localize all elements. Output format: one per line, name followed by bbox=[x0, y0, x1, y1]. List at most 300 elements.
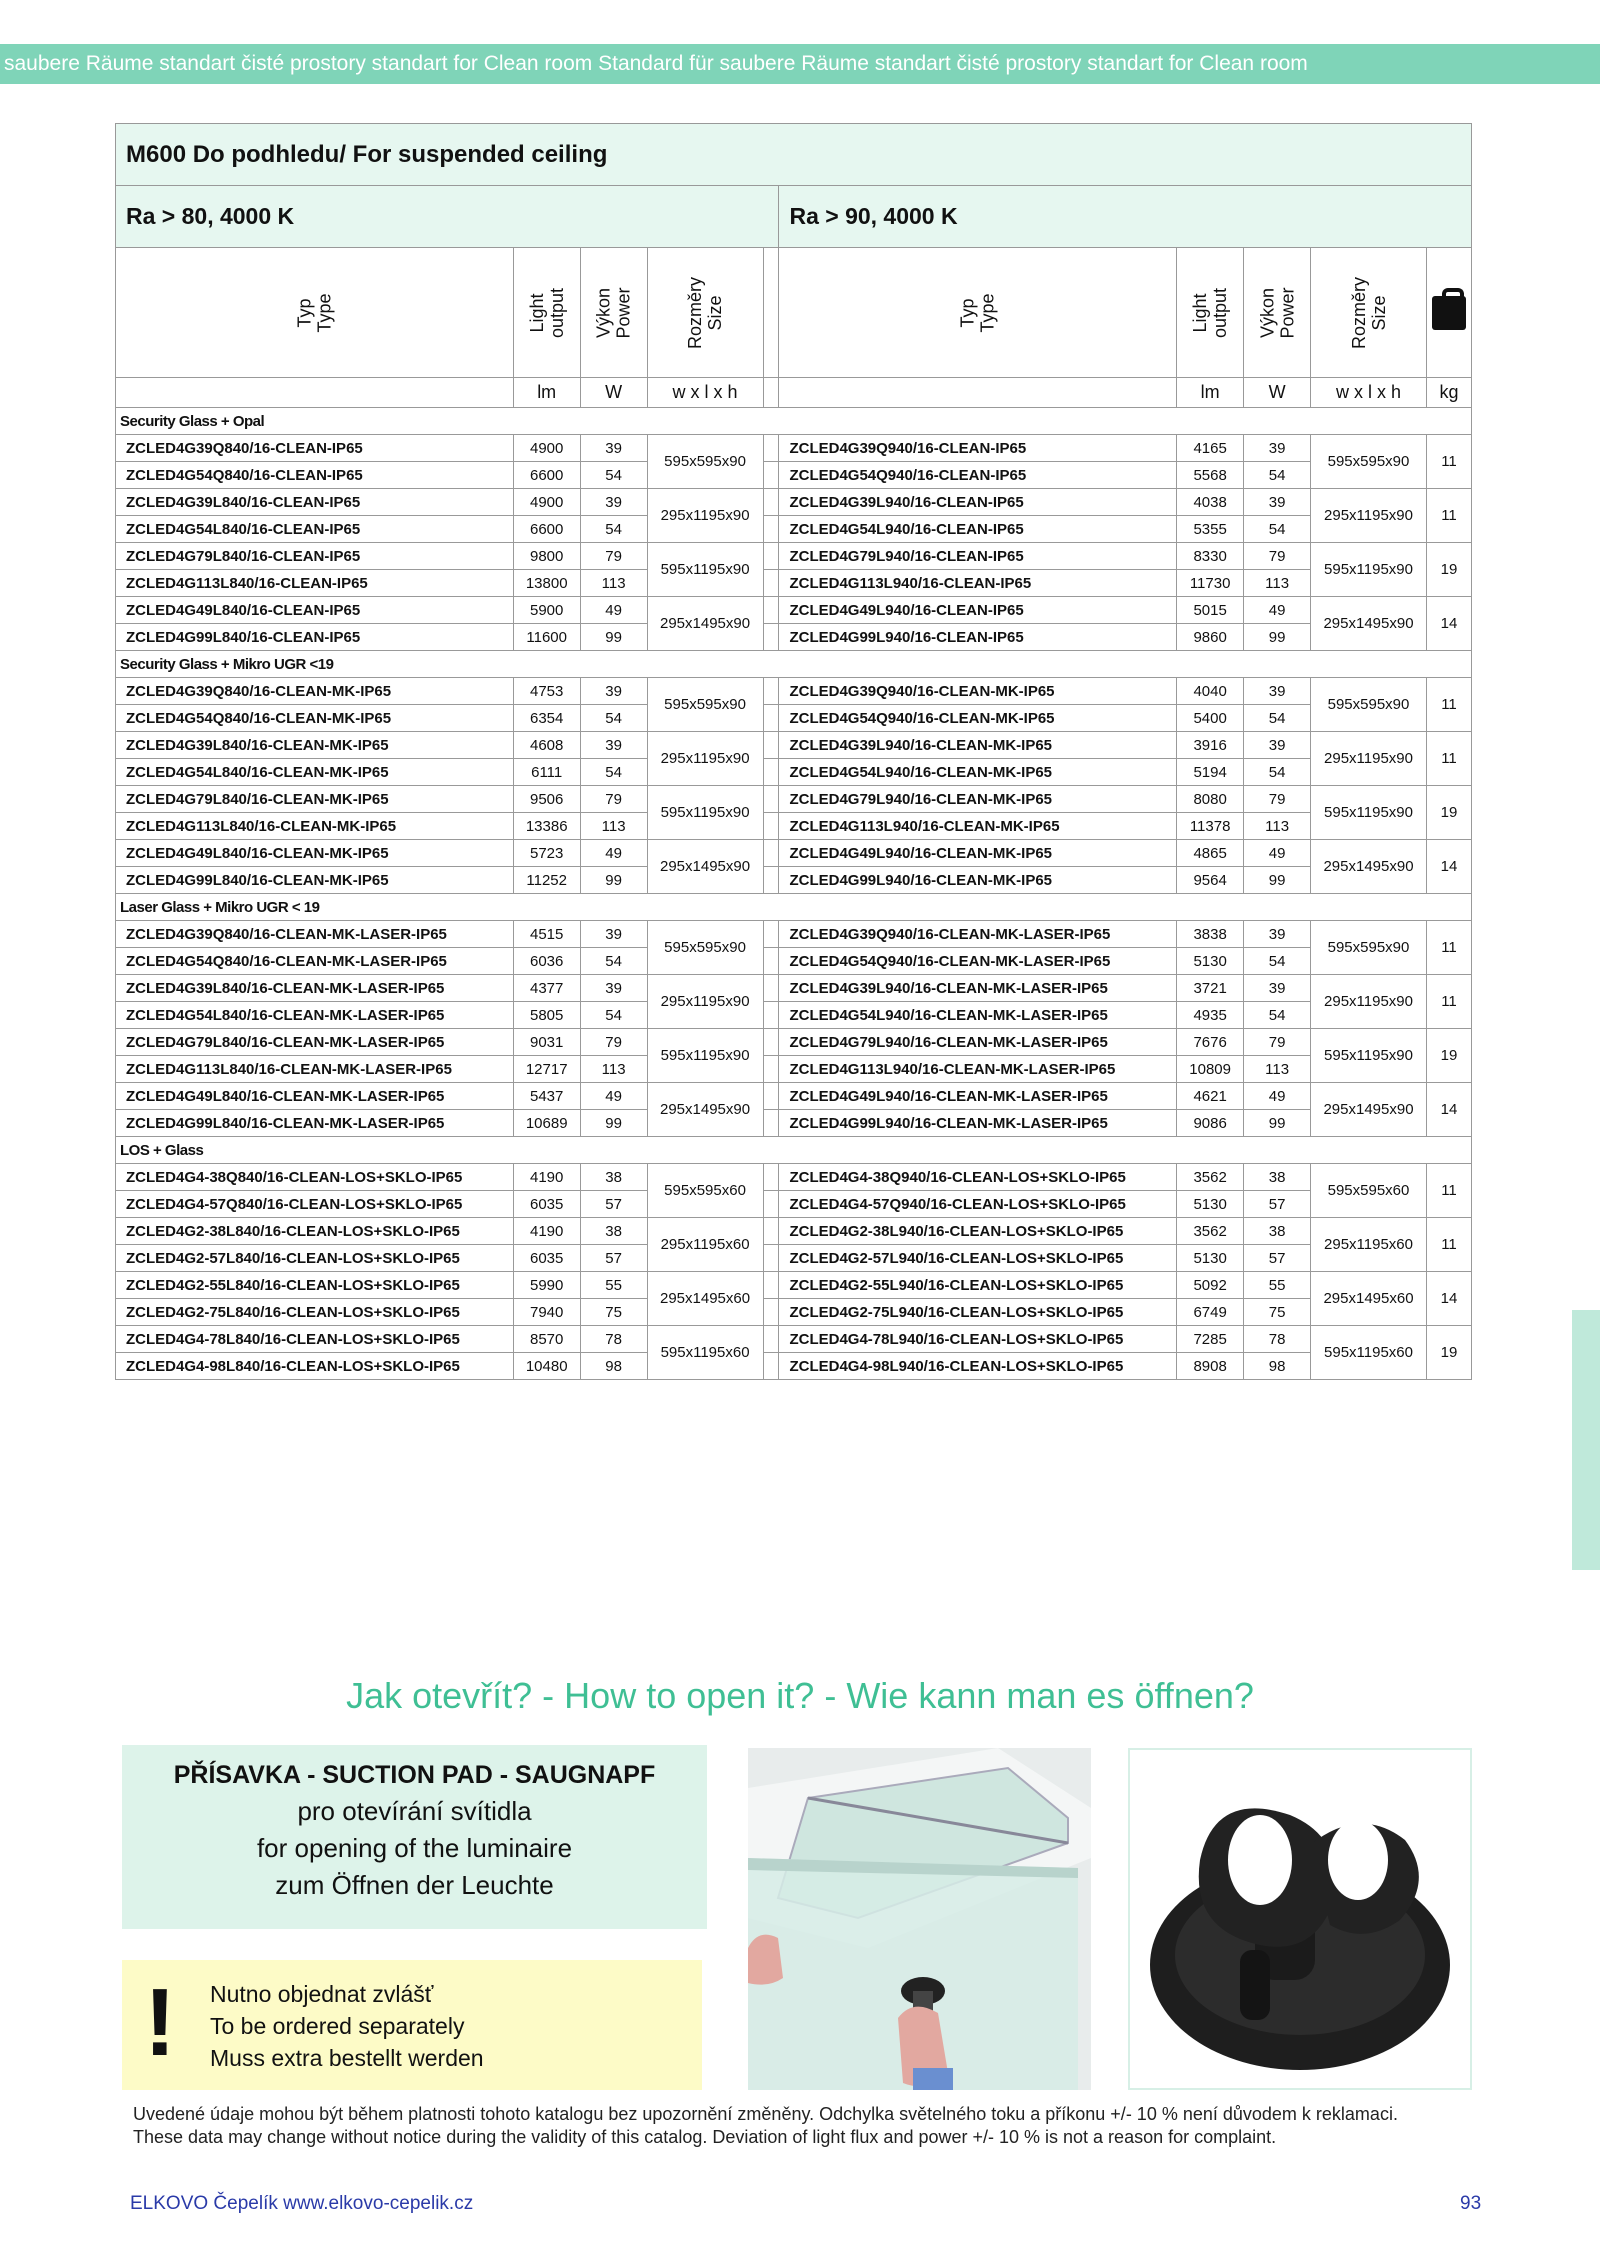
table-row bbox=[116, 786, 1472, 813]
lumen-right: 5400 bbox=[1177, 705, 1244, 732]
lumen-right: 4040 bbox=[1177, 678, 1244, 705]
unit-w-right: W bbox=[1244, 378, 1311, 408]
model-left: ZCLED4G113L840/16-CLEAN-IP65 bbox=[116, 570, 514, 597]
gap-cell bbox=[763, 732, 779, 759]
gap-cell bbox=[763, 1191, 779, 1218]
size-right: 295x1495x90 bbox=[1311, 1083, 1427, 1137]
model-right: ZCLED4G54L940/16-CLEAN-MK-LASER-IP65 bbox=[779, 1002, 1177, 1029]
size-right: 595x595x60 bbox=[1311, 1164, 1427, 1218]
lumen-right: 5092 bbox=[1177, 1272, 1244, 1299]
watt-right: 39 bbox=[1244, 678, 1311, 705]
watt-left: 79 bbox=[580, 1029, 647, 1056]
size-right: 295x1195x90 bbox=[1311, 732, 1427, 786]
spec-table bbox=[115, 123, 1472, 1380]
gap-cell bbox=[763, 1245, 779, 1272]
lumen-left: 6035 bbox=[513, 1245, 580, 1272]
model-right: ZCLED4G4-78L940/16-CLEAN-LOS+SKLO-IP65 bbox=[779, 1326, 1177, 1353]
model-right: ZCLED4G39L940/16-CLEAN-MK-LASER-IP65 bbox=[779, 975, 1177, 1002]
footer-company[interactable]: ELKOVO Čepelík www.elkovo-cepelik.cz bbox=[130, 2193, 474, 2214]
model-left: ZCLED4G113L840/16-CLEAN-MK-LASER-IP65 bbox=[116, 1056, 514, 1083]
suction-pad-line: pro otevírání svítidla bbox=[297, 1796, 532, 1826]
size-left: 295x1495x90 bbox=[647, 840, 763, 894]
watt-left: 75 bbox=[580, 1299, 647, 1326]
model-left: ZCLED4G2-57L840/16-CLEAN-LOS+SKLO-IP65 bbox=[116, 1245, 514, 1272]
table-row bbox=[116, 1056, 1472, 1083]
model-right: ZCLED4G79L940/16-CLEAN-MK-IP65 bbox=[779, 786, 1177, 813]
gap-cell bbox=[763, 1326, 779, 1353]
section-title: LOS + Glass bbox=[116, 1137, 1472, 1164]
table-row bbox=[116, 867, 1472, 894]
table-row bbox=[116, 597, 1472, 624]
size-right: 595x595x90 bbox=[1311, 435, 1427, 489]
lumen-left: 4753 bbox=[513, 678, 580, 705]
model-left: ZCLED4G2-75L840/16-CLEAN-LOS+SKLO-IP65 bbox=[116, 1299, 514, 1326]
lumen-right: 5130 bbox=[1177, 948, 1244, 975]
table-row bbox=[116, 1272, 1472, 1299]
table-row bbox=[116, 1245, 1472, 1272]
lumen-left: 9506 bbox=[513, 786, 580, 813]
watt-left: 49 bbox=[580, 840, 647, 867]
watt-right: 75 bbox=[1244, 1299, 1311, 1326]
watt-right: 98 bbox=[1244, 1353, 1311, 1380]
table-row bbox=[116, 705, 1472, 732]
size-left: 595x595x90 bbox=[647, 435, 763, 489]
gap-cell bbox=[763, 786, 779, 813]
model-left: ZCLED4G39L840/16-CLEAN-IP65 bbox=[116, 489, 514, 516]
watt-right: 39 bbox=[1244, 975, 1311, 1002]
watt-right: 54 bbox=[1244, 1002, 1311, 1029]
table-row bbox=[116, 516, 1472, 543]
watt-left: 55 bbox=[580, 1272, 647, 1299]
weight-value: 19 bbox=[1426, 786, 1471, 840]
lumen-left: 5990 bbox=[513, 1272, 580, 1299]
lumen-right: 3838 bbox=[1177, 921, 1244, 948]
model-left: ZCLED4G99L840/16-CLEAN-MK-LASER-IP65 bbox=[116, 1110, 514, 1137]
unit-type-left bbox=[116, 378, 514, 408]
lumen-left: 5900 bbox=[513, 597, 580, 624]
model-left: ZCLED4G39Q840/16-CLEAN-IP65 bbox=[116, 435, 514, 462]
model-right: ZCLED4G4-38Q940/16-CLEAN-LOS+SKLO-IP65 bbox=[779, 1164, 1177, 1191]
model-left: ZCLED4G39Q840/16-CLEAN-MK-LASER-IP65 bbox=[116, 921, 514, 948]
model-right: ZCLED4G2-75L940/16-CLEAN-LOS+SKLO-IP65 bbox=[779, 1299, 1177, 1326]
lumen-right: 9860 bbox=[1177, 624, 1244, 651]
col-type-right: Typ Type bbox=[779, 248, 1177, 378]
gap-cell bbox=[763, 948, 779, 975]
model-right: ZCLED4G54L940/16-CLEAN-MK-IP65 bbox=[779, 759, 1177, 786]
unit-kg: kg bbox=[1426, 378, 1471, 408]
weight-value: 19 bbox=[1426, 543, 1471, 597]
gap-cell bbox=[763, 813, 779, 840]
table-row bbox=[116, 1353, 1472, 1380]
col-size-right: Rozměry Size bbox=[1311, 248, 1427, 378]
col-power-left: Výkon Power bbox=[580, 248, 647, 378]
section-row bbox=[116, 651, 1472, 678]
watt-left: 39 bbox=[580, 921, 647, 948]
gap-cell bbox=[763, 462, 779, 489]
unit-size-left: w x l x h bbox=[647, 378, 763, 408]
watt-left: 79 bbox=[580, 543, 647, 570]
watt-left: 99 bbox=[580, 1110, 647, 1137]
weight-value: 14 bbox=[1426, 597, 1471, 651]
size-right: 595x595x90 bbox=[1311, 921, 1427, 975]
size-right: 595x595x90 bbox=[1311, 678, 1427, 732]
watt-right: 38 bbox=[1244, 1164, 1311, 1191]
table-title: M600 Do podhledu/ For suspended ceiling bbox=[116, 124, 1472, 186]
size-left: 595x1195x90 bbox=[647, 543, 763, 597]
model-right: ZCLED4G54Q940/16-CLEAN-MK-LASER-IP65 bbox=[779, 948, 1177, 975]
model-left: ZCLED4G79L840/16-CLEAN-MK-IP65 bbox=[116, 786, 514, 813]
model-right: ZCLED4G113L940/16-CLEAN-MK-LASER-IP65 bbox=[779, 1056, 1177, 1083]
size-left: 595x595x60 bbox=[647, 1164, 763, 1218]
suction-pad-box bbox=[122, 1745, 707, 1929]
watt-right: 99 bbox=[1244, 1110, 1311, 1137]
lumen-right: 9086 bbox=[1177, 1110, 1244, 1137]
lumen-left: 4900 bbox=[513, 489, 580, 516]
weight-value: 14 bbox=[1426, 840, 1471, 894]
lumen-right: 5130 bbox=[1177, 1245, 1244, 1272]
col-type-left: Typ Type bbox=[116, 248, 514, 378]
watt-left: 99 bbox=[580, 624, 647, 651]
size-left: 595x1195x90 bbox=[647, 1029, 763, 1083]
lumen-left: 4190 bbox=[513, 1164, 580, 1191]
suction-pad-title: PŘÍSAVKA - SUCTION PAD - SAUGNAPF bbox=[173, 1761, 656, 1789]
size-right: 295x1195x90 bbox=[1311, 489, 1427, 543]
model-right: ZCLED4G49L940/16-CLEAN-IP65 bbox=[779, 597, 1177, 624]
watt-left: 38 bbox=[580, 1218, 647, 1245]
watt-right: 113 bbox=[1244, 813, 1311, 840]
model-right: ZCLED4G39Q940/16-CLEAN-MK-IP65 bbox=[779, 678, 1177, 705]
watt-left: 79 bbox=[580, 786, 647, 813]
lumen-left: 8570 bbox=[513, 1326, 580, 1353]
size-right: 595x1195x90 bbox=[1311, 786, 1427, 840]
model-right: ZCLED4G2-57L940/16-CLEAN-LOS+SKLO-IP65 bbox=[779, 1245, 1177, 1272]
model-right: ZCLED4G113L940/16-CLEAN-IP65 bbox=[779, 570, 1177, 597]
size-right: 295x1495x60 bbox=[1311, 1272, 1427, 1326]
watt-right: 54 bbox=[1244, 516, 1311, 543]
lumen-left: 9031 bbox=[513, 1029, 580, 1056]
table-row bbox=[116, 948, 1472, 975]
lumen-right: 3721 bbox=[1177, 975, 1244, 1002]
lumen-right: 11378 bbox=[1177, 813, 1244, 840]
gap-cell bbox=[763, 624, 779, 651]
model-right: ZCLED4G39Q940/16-CLEAN-MK-LASER-IP65 bbox=[779, 921, 1177, 948]
model-right: ZCLED4G79L940/16-CLEAN-IP65 bbox=[779, 543, 1177, 570]
lumen-right: 5568 bbox=[1177, 462, 1244, 489]
lumen-left: 13800 bbox=[513, 570, 580, 597]
watt-right: 39 bbox=[1244, 435, 1311, 462]
lumen-right: 5015 bbox=[1177, 597, 1244, 624]
watt-left: 99 bbox=[580, 867, 647, 894]
gap-cell bbox=[763, 378, 779, 408]
table-row bbox=[116, 1029, 1472, 1056]
model-left: ZCLED4G113L840/16-CLEAN-MK-IP65 bbox=[116, 813, 514, 840]
lumen-left: 5723 bbox=[513, 840, 580, 867]
table-row bbox=[116, 732, 1472, 759]
lumen-right: 4865 bbox=[1177, 840, 1244, 867]
model-right: ZCLED4G2-38L940/16-CLEAN-LOS+SKLO-IP65 bbox=[779, 1218, 1177, 1245]
gap-cell bbox=[763, 1353, 779, 1380]
col-light-left: Light output bbox=[513, 248, 580, 378]
lumen-left: 11600 bbox=[513, 624, 580, 651]
lumen-left: 10689 bbox=[513, 1110, 580, 1137]
table-row bbox=[116, 1164, 1472, 1191]
model-right: ZCLED4G54Q940/16-CLEAN-MK-IP65 bbox=[779, 705, 1177, 732]
lumen-right: 11730 bbox=[1177, 570, 1244, 597]
watt-right: 49 bbox=[1244, 1083, 1311, 1110]
weight-value: 11 bbox=[1426, 489, 1471, 543]
lumen-right: 8080 bbox=[1177, 786, 1244, 813]
lumen-right: 4165 bbox=[1177, 435, 1244, 462]
size-left: 595x1195x60 bbox=[647, 1326, 763, 1380]
watt-left: 113 bbox=[580, 570, 647, 597]
table-row bbox=[116, 462, 1472, 489]
model-right: ZCLED4G49L940/16-CLEAN-MK-IP65 bbox=[779, 840, 1177, 867]
weight-value: 11 bbox=[1426, 435, 1471, 489]
how-to-open-heading: Jak otevřít? - How to open it? - Wie kann man es öffnen? bbox=[346, 1675, 1254, 1716]
weight-value: 11 bbox=[1426, 1218, 1471, 1272]
model-left: ZCLED4G2-55L840/16-CLEAN-LOS+SKLO-IP65 bbox=[116, 1272, 514, 1299]
ceiling-photo bbox=[748, 1748, 1091, 2090]
lumen-left: 6036 bbox=[513, 948, 580, 975]
table-row bbox=[116, 1002, 1472, 1029]
lumen-left: 7940 bbox=[513, 1299, 580, 1326]
watt-right: 57 bbox=[1244, 1191, 1311, 1218]
section-row bbox=[116, 408, 1472, 435]
model-left: ZCLED4G99L840/16-CLEAN-IP65 bbox=[116, 624, 514, 651]
model-right: ZCLED4G2-55L940/16-CLEAN-LOS+SKLO-IP65 bbox=[779, 1272, 1177, 1299]
size-left: 595x595x90 bbox=[647, 921, 763, 975]
watt-left: 39 bbox=[580, 435, 647, 462]
model-left: ZCLED4G54L840/16-CLEAN-MK-LASER-IP65 bbox=[116, 1002, 514, 1029]
col-light-right: Light output bbox=[1177, 248, 1244, 378]
size-left: 295x1495x90 bbox=[647, 597, 763, 651]
suction-pad-line: for opening of the luminaire bbox=[256, 1833, 573, 1863]
model-left: ZCLED4G54Q840/16-CLEAN-MK-IP65 bbox=[116, 705, 514, 732]
lumen-right: 3562 bbox=[1177, 1164, 1244, 1191]
note-line: To be ordered separately bbox=[210, 2013, 465, 2039]
watt-left: 39 bbox=[580, 975, 647, 1002]
watt-right: 38 bbox=[1244, 1218, 1311, 1245]
watt-left: 98 bbox=[580, 1353, 647, 1380]
left-header: Ra > 80, 4000 K bbox=[116, 186, 779, 248]
lumen-left: 13386 bbox=[513, 813, 580, 840]
lumen-right: 8908 bbox=[1177, 1353, 1244, 1380]
gap-cell bbox=[763, 543, 779, 570]
table-row bbox=[116, 975, 1472, 1002]
watt-left: 57 bbox=[580, 1191, 647, 1218]
table-row bbox=[116, 921, 1472, 948]
model-left: ZCLED4G54Q840/16-CLEAN-MK-LASER-IP65 bbox=[116, 948, 514, 975]
gap-cell bbox=[763, 516, 779, 543]
gap-cell bbox=[763, 435, 779, 462]
page-number: 93 bbox=[1460, 2193, 1482, 2214]
lumen-right: 7285 bbox=[1177, 1326, 1244, 1353]
weight-icon bbox=[1432, 296, 1466, 330]
model-left: ZCLED4G99L840/16-CLEAN-MK-IP65 bbox=[116, 867, 514, 894]
size-right: 595x1195x90 bbox=[1311, 543, 1427, 597]
col-weight bbox=[1426, 248, 1471, 378]
watt-left: 54 bbox=[580, 516, 647, 543]
weight-value: 11 bbox=[1426, 678, 1471, 732]
table-row bbox=[116, 435, 1472, 462]
disclaimer-en: These data may change without notice during the validity of this catalog. Deviation of light flux and power +/- 10 % is not a reason for complaint. bbox=[133, 2127, 1277, 2147]
watt-left: 113 bbox=[580, 813, 647, 840]
weight-value: 11 bbox=[1426, 921, 1471, 975]
model-right: ZCLED4G113L940/16-CLEAN-MK-IP65 bbox=[779, 813, 1177, 840]
unit-lm-left: lm bbox=[513, 378, 580, 408]
watt-right: 113 bbox=[1244, 1056, 1311, 1083]
gap-cell bbox=[763, 1110, 779, 1137]
gap-cell bbox=[763, 570, 779, 597]
weight-value: 11 bbox=[1426, 1164, 1471, 1218]
size-left: 295x1195x90 bbox=[647, 489, 763, 543]
model-left: ZCLED4G4-57Q840/16-CLEAN-LOS+SKLO-IP65 bbox=[116, 1191, 514, 1218]
section-row bbox=[116, 1137, 1472, 1164]
model-right: ZCLED4G99L940/16-CLEAN-IP65 bbox=[779, 624, 1177, 651]
watt-right: 99 bbox=[1244, 867, 1311, 894]
watt-left: 113 bbox=[580, 1056, 647, 1083]
gap-cell bbox=[763, 1056, 779, 1083]
lumen-left: 5437 bbox=[513, 1083, 580, 1110]
size-left: 595x595x90 bbox=[647, 678, 763, 732]
lumen-left: 9800 bbox=[513, 543, 580, 570]
lumen-right: 7676 bbox=[1177, 1029, 1244, 1056]
size-right: 295x1195x90 bbox=[1311, 975, 1427, 1029]
section-title: Security Glass + Mikro UGR <19 bbox=[116, 651, 1472, 678]
watt-right: 39 bbox=[1244, 489, 1311, 516]
col-size-left: Rozměry Size bbox=[647, 248, 763, 378]
lumen-right: 8330 bbox=[1177, 543, 1244, 570]
lumen-right: 4621 bbox=[1177, 1083, 1244, 1110]
unit-size-right: w x l x h bbox=[1311, 378, 1427, 408]
lumen-left: 10480 bbox=[513, 1353, 580, 1380]
model-left: ZCLED4G54Q840/16-CLEAN-IP65 bbox=[116, 462, 514, 489]
lumen-right: 3562 bbox=[1177, 1218, 1244, 1245]
lumen-left: 12717 bbox=[513, 1056, 580, 1083]
model-right: ZCLED4G39L940/16-CLEAN-IP65 bbox=[779, 489, 1177, 516]
watt-right: 54 bbox=[1244, 462, 1311, 489]
lumen-left: 5805 bbox=[513, 1002, 580, 1029]
table-row bbox=[116, 543, 1472, 570]
watt-right: 49 bbox=[1244, 597, 1311, 624]
watt-left: 39 bbox=[580, 678, 647, 705]
model-left: ZCLED4G4-98L840/16-CLEAN-LOS+SKLO-IP65 bbox=[116, 1353, 514, 1380]
watt-right: 99 bbox=[1244, 624, 1311, 651]
gap-cell bbox=[763, 1218, 779, 1245]
note-line: Muss extra bestellt werden bbox=[210, 2045, 484, 2071]
model-left: ZCLED4G54L840/16-CLEAN-MK-IP65 bbox=[116, 759, 514, 786]
watt-right: 54 bbox=[1244, 759, 1311, 786]
gap-cell bbox=[763, 705, 779, 732]
suction-pad-photo bbox=[1128, 1748, 1472, 2090]
watt-left: 54 bbox=[580, 948, 647, 975]
watt-right: 39 bbox=[1244, 921, 1311, 948]
model-left: ZCLED4G49L840/16-CLEAN-IP65 bbox=[116, 597, 514, 624]
model-right: ZCLED4G54L940/16-CLEAN-IP65 bbox=[779, 516, 1177, 543]
lumen-left: 6600 bbox=[513, 516, 580, 543]
weight-value: 19 bbox=[1426, 1029, 1471, 1083]
size-right: 295x1495x90 bbox=[1311, 597, 1427, 651]
watt-right: 55 bbox=[1244, 1272, 1311, 1299]
table-row bbox=[116, 570, 1472, 597]
gap-cell bbox=[763, 489, 779, 516]
table-row bbox=[116, 1191, 1472, 1218]
model-right: ZCLED4G39Q940/16-CLEAN-IP65 bbox=[779, 435, 1177, 462]
lumen-left: 4608 bbox=[513, 732, 580, 759]
gap-cell bbox=[763, 1164, 779, 1191]
lumen-right: 4935 bbox=[1177, 1002, 1244, 1029]
size-right: 295x1195x60 bbox=[1311, 1218, 1427, 1272]
watt-right: 78 bbox=[1244, 1326, 1311, 1353]
gap-cell bbox=[763, 975, 779, 1002]
lumen-right: 9564 bbox=[1177, 867, 1244, 894]
unit-w-left: W bbox=[580, 378, 647, 408]
gap-cell bbox=[763, 1002, 779, 1029]
lumen-left: 6600 bbox=[513, 462, 580, 489]
table-row bbox=[116, 840, 1472, 867]
model-left: ZCLED4G39L840/16-CLEAN-MK-LASER-IP65 bbox=[116, 975, 514, 1002]
size-left: 295x1495x60 bbox=[647, 1272, 763, 1326]
gap-cell bbox=[763, 840, 779, 867]
gap-cell bbox=[763, 867, 779, 894]
model-left: ZCLED4G79L840/16-CLEAN-IP65 bbox=[116, 543, 514, 570]
size-left: 595x1195x90 bbox=[647, 786, 763, 840]
size-right: 295x1495x90 bbox=[1311, 840, 1427, 894]
model-left: ZCLED4G4-78L840/16-CLEAN-LOS+SKLO-IP65 bbox=[116, 1326, 514, 1353]
size-left: 295x1195x90 bbox=[647, 975, 763, 1029]
watt-right: 49 bbox=[1244, 840, 1311, 867]
size-left: 295x1495x90 bbox=[647, 1083, 763, 1137]
lumen-right: 5355 bbox=[1177, 516, 1244, 543]
watt-left: 54 bbox=[580, 705, 647, 732]
top-banner: saubere Räume standart čisté prostory standart for Clean room Standard für saubere Räume standart čisté prostory standart for Clean room bbox=[0, 44, 1600, 84]
lumen-left: 6035 bbox=[513, 1191, 580, 1218]
watt-left: 54 bbox=[580, 462, 647, 489]
table-row bbox=[116, 759, 1472, 786]
right-header: Ra > 90, 4000 K bbox=[779, 186, 1472, 248]
model-left: ZCLED4G39Q840/16-CLEAN-MK-IP65 bbox=[116, 678, 514, 705]
unit-lm-right: lm bbox=[1177, 378, 1244, 408]
note-line: Nutno objednat zvlášť bbox=[210, 1981, 434, 2007]
lumen-right: 3916 bbox=[1177, 732, 1244, 759]
table-row bbox=[116, 813, 1472, 840]
lumen-right: 6749 bbox=[1177, 1299, 1244, 1326]
lumen-left: 6111 bbox=[513, 759, 580, 786]
watt-left: 49 bbox=[580, 1083, 647, 1110]
gap-cell bbox=[763, 1299, 779, 1326]
watt-right: 79 bbox=[1244, 543, 1311, 570]
table-row bbox=[116, 678, 1472, 705]
table-row bbox=[116, 1110, 1472, 1137]
lumen-left: 11252 bbox=[513, 867, 580, 894]
model-left: ZCLED4G4-38Q840/16-CLEAN-LOS+SKLO-IP65 bbox=[116, 1164, 514, 1191]
watt-right: 113 bbox=[1244, 570, 1311, 597]
order-note bbox=[122, 1960, 702, 2090]
watt-left: 39 bbox=[580, 732, 647, 759]
watt-right: 39 bbox=[1244, 732, 1311, 759]
gap-cell bbox=[763, 248, 779, 378]
weight-value: 11 bbox=[1426, 732, 1471, 786]
lumen-left: 4900 bbox=[513, 435, 580, 462]
suction-pad-line: zum Öffnen der Leuchte bbox=[275, 1870, 554, 1900]
model-right: ZCLED4G49L940/16-CLEAN-MK-LASER-IP65 bbox=[779, 1083, 1177, 1110]
size-left: 295x1195x90 bbox=[647, 732, 763, 786]
gap-cell bbox=[763, 759, 779, 786]
table-row bbox=[116, 1299, 1472, 1326]
watt-right: 54 bbox=[1244, 705, 1311, 732]
size-left: 295x1195x60 bbox=[647, 1218, 763, 1272]
model-left: ZCLED4G49L840/16-CLEAN-MK-IP65 bbox=[116, 840, 514, 867]
